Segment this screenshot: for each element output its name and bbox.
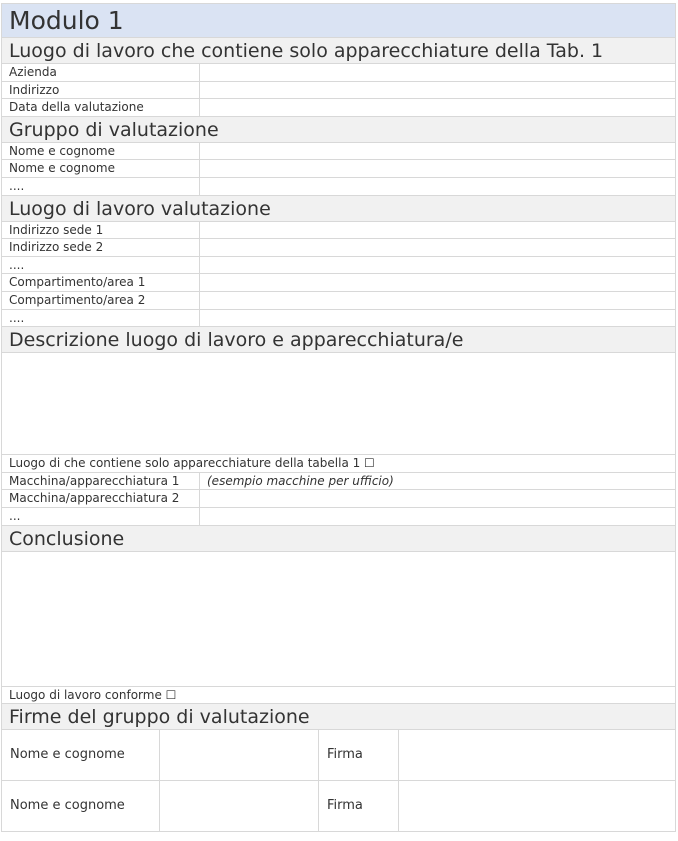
description-textarea[interactable] [2,353,675,455]
signature-firma-input[interactable] [399,730,675,780]
form-modulo-1 [1,3,676,832]
extra-input[interactable] [200,310,675,327]
checkbox-tabella-label[interactable]: Luogo di che contiene solo apparecchiature della tabella 1 ☐ [9,456,375,471]
extra-input[interactable] [200,508,675,525]
field-row-azienda [2,64,675,82]
field-row-ellipsis [2,178,675,196]
indirizzo-input[interactable] [200,82,675,99]
macchina-input[interactable]: (esempio macchine per ufficio) [207,473,394,488]
section-heading-luogo: Luogo di lavoro valutazione [2,196,675,222]
azienda-input[interactable] [200,64,675,81]
field-label: Nome e cognome [2,160,200,177]
field-row-ellipsis [2,257,675,275]
sede-input[interactable] [200,239,675,256]
signature-name-input[interactable] [160,781,319,832]
field-label: Indirizzo sede 1 [2,222,200,239]
field-label: Azienda [2,64,200,81]
section-heading-descrizione: Descrizione luogo di lavoro e apparecchiatura/e [2,327,675,353]
extra-input[interactable] [200,178,675,195]
field-label: Nome e cognome [2,143,200,160]
field-row-macchina [2,490,675,508]
signature-row [2,730,675,781]
extra-input[interactable] [200,257,675,274]
section-heading-workplace: Luogo di lavoro che contiene solo apparecchiature della Tab. 1 [2,38,675,64]
signature-firma-label: Firma [319,781,399,832]
field-row-sede [2,222,675,240]
macchina-input[interactable] [200,490,675,507]
field-label: Indirizzo [2,82,200,99]
checkbox-row-conforme[interactable] [2,687,675,705]
field-label: Compartimento/area 2 [2,292,200,309]
field-label: Compartimento/area 1 [2,274,200,291]
field-label: Indirizzo sede 2 [2,239,200,256]
sede-input[interactable] [200,222,675,239]
field-label: .... [2,178,200,195]
field-label: Macchina/apparecchiatura 1 [2,473,200,490]
form-title: Modulo 1 [2,4,675,38]
section-heading-conclusione: Conclusione [2,526,675,552]
field-row-area [2,292,675,310]
field-row-sede [2,239,675,257]
signature-name-label: Nome e cognome [2,730,160,780]
field-label: .... [2,257,200,274]
signature-row [2,781,675,832]
section-heading-gruppo: Gruppo di valutazione [2,117,675,143]
section-heading-firme: Firme del gruppo di valutazione [2,704,675,730]
field-row-area [2,274,675,292]
field-row-macchina [2,473,675,491]
signature-firma-input[interactable] [399,781,675,832]
area-input[interactable] [200,292,675,309]
field-label: ... [2,508,200,525]
conclusione-textarea[interactable] [2,552,675,687]
field-label: .... [2,310,200,327]
data-valutazione-input[interactable] [200,99,675,116]
member-name-input[interactable] [200,160,675,177]
field-row-member [2,143,675,161]
signature-name-input[interactable] [160,730,319,780]
checkbox-row-tabella[interactable] [2,455,675,473]
signature-firma-label: Firma [319,730,399,780]
field-row-member [2,160,675,178]
member-name-input[interactable] [200,143,675,160]
field-row-indirizzo [2,82,675,100]
field-label: Macchina/apparecchiatura 2 [2,490,200,507]
checkbox-conforme-label[interactable]: Luogo di lavoro conforme ☐ [9,687,177,702]
field-row-data-valutazione [2,99,675,117]
field-row-ellipsis [2,508,675,526]
signature-name-label: Nome e cognome [2,781,160,832]
field-label: Data della valutazione [2,99,200,116]
field-row-ellipsis [2,310,675,328]
area-input[interactable] [200,274,675,291]
